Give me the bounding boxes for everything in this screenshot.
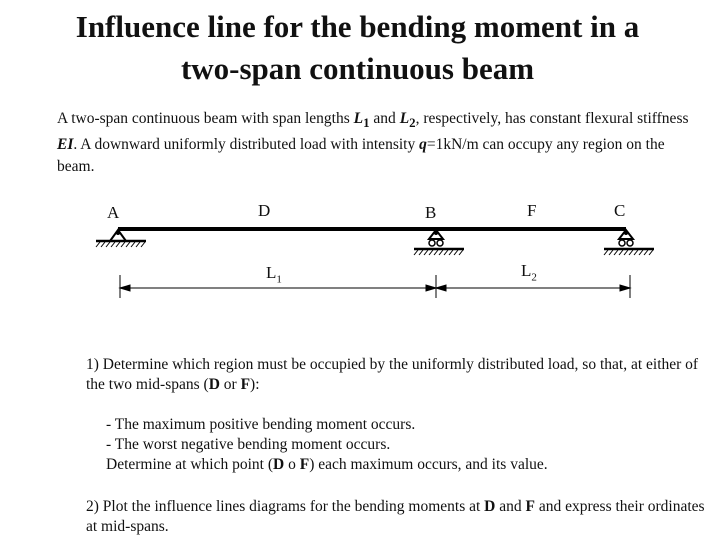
l2-symbol: L: [399, 110, 410, 127]
dim2-subscript: 2: [531, 271, 537, 284]
intro-text-1: A two-span continuous beam with span lengths: [57, 110, 354, 127]
bullet-worst-negative: - The worst negative bending moment occurs.: [106, 436, 391, 453]
l1-subscript: 1: [363, 115, 370, 131]
q1-f: F: [240, 376, 251, 393]
q1-d: D: [208, 376, 220, 393]
determine-point-line: [106, 455, 706, 475]
dim1-subscript: 1: [276, 273, 282, 286]
intro-text-4: . A downward uniformly distributed load with intensity: [73, 136, 420, 154]
q2-text-1: 2) Plot the influence lines diagrams for the bending moments at: [86, 498, 485, 515]
roller-support-c: [604, 230, 654, 255]
roller-support-b: [414, 230, 464, 255]
dimension-label-l2: [521, 261, 537, 283]
point-f: F: [299, 456, 310, 473]
q1-text-1: 1) Determine which region must be occupied by the uniformly distributed load, so that, at either of the two mid-spans (: [86, 356, 699, 393]
q2-text-2: and: [495, 498, 526, 515]
point-or: o: [284, 456, 300, 473]
question-1-bullets: [106, 415, 706, 475]
beam-figure: [0, 195, 715, 310]
intro-text-2: and: [369, 110, 400, 127]
question-1: [86, 355, 706, 395]
l2-subscript: 2: [409, 115, 416, 131]
label-f: F: [527, 201, 537, 220]
bullet-max-positive: - The maximum positive bending moment occurs.: [106, 416, 416, 433]
point-text-1: Determine at which point (: [106, 456, 274, 473]
label-a: A: [107, 203, 120, 222]
ei-symbol: EI: [57, 136, 74, 154]
q-symbol: q: [419, 136, 427, 154]
intro-paragraph: [57, 108, 697, 178]
l1-symbol: L: [353, 110, 364, 127]
label-c: C: [614, 201, 626, 220]
q1-text-2: or: [219, 376, 241, 393]
title-line-2: two-span continuous beam: [180, 51, 535, 86]
q1-text-3: ):: [250, 376, 260, 393]
point-text-2: ) each maximum occurs, and its value.: [309, 456, 548, 473]
dim2-letter: L: [521, 261, 532, 280]
dim1-letter: L: [266, 263, 277, 282]
intro-text-3: , respectively, has constant flexural stiffness: [415, 110, 689, 127]
intro-text-5: =1kN/m can occupy any region on the beam.: [57, 136, 665, 176]
question-2: [86, 497, 706, 537]
page-title: [0, 6, 715, 90]
label-b: B: [425, 203, 437, 222]
label-d: D: [258, 201, 271, 220]
point-d: D: [273, 456, 285, 473]
q2-f: F: [525, 498, 535, 515]
title-line-1: Influence line for the bending moment in a: [75, 9, 640, 44]
dimension-label-l1: [266, 263, 282, 285]
q2-text-3: and express their ordinates at mid-spans.: [86, 498, 705, 535]
pin-support-a: [96, 230, 146, 247]
q2-d: D: [484, 498, 496, 515]
